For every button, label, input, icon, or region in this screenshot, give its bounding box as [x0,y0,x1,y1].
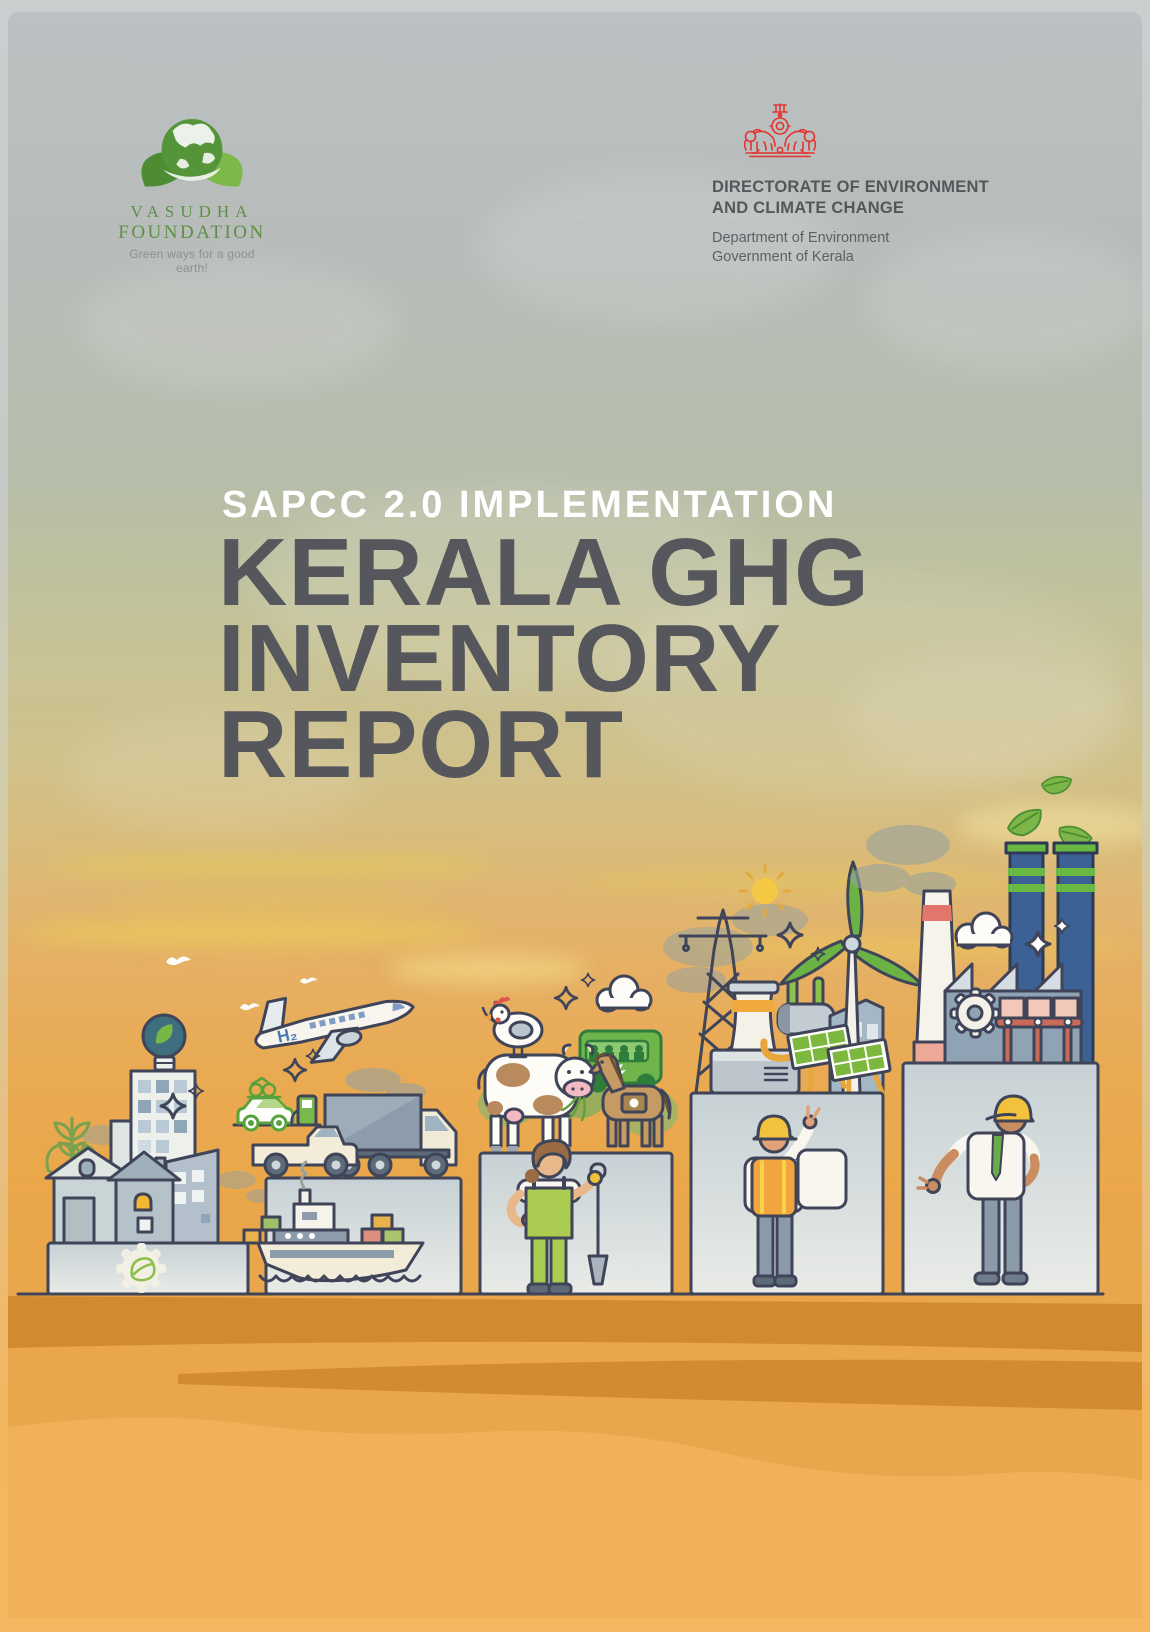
cow [479,1045,594,1153]
agriculture-pedestal [480,1153,672,1294]
chicken [483,997,542,1057]
charging-station [292,1096,316,1125]
gear-icon [951,989,999,1037]
cover-illustration [8,12,1142,1618]
city-illustration [46,1015,274,1294]
transport-illustration [234,973,461,1294]
hydrogen-plane [248,973,420,1075]
sparkles [555,973,594,1008]
title-line1: KERALA GHG [218,519,870,626]
directorate-name-line1: DIRECTORATE OF ENVIRONMENT [712,178,989,196]
factory [945,964,1082,1063]
sparkles [284,1049,319,1080]
eco-bulb-icon [143,1015,185,1070]
sun-icon [740,866,790,916]
publisher-name-line1: VASUDHA [130,202,254,221]
title-line3: REPORT [218,691,625,798]
birds [166,957,318,1011]
department-line: Department of Environment [712,230,890,247]
publisher-tagline: Green ways for a good earth! [129,247,255,275]
publisher-name-line2: FOUNDATION [118,222,266,243]
report-kicker: SAPCC 2.0 IMPLEMENTATION [222,484,838,526]
eco-gear-icon [116,1243,166,1293]
cloud-icon [597,976,651,1011]
pickup-truck [253,1127,357,1176]
government-line: Government of Kerala [712,249,854,266]
agriculture-illustration [478,973,678,1294]
conveyor [996,998,1082,1063]
cloud-icon [956,913,1012,948]
title-line2: INVENTORY [218,605,782,712]
electric-car [234,1078,320,1130]
directorate-name-line2: AND CLIMATE CHANGE [712,199,905,218]
plane-hydrogen-label: H₂ [275,1023,299,1047]
smoke [850,825,956,896]
